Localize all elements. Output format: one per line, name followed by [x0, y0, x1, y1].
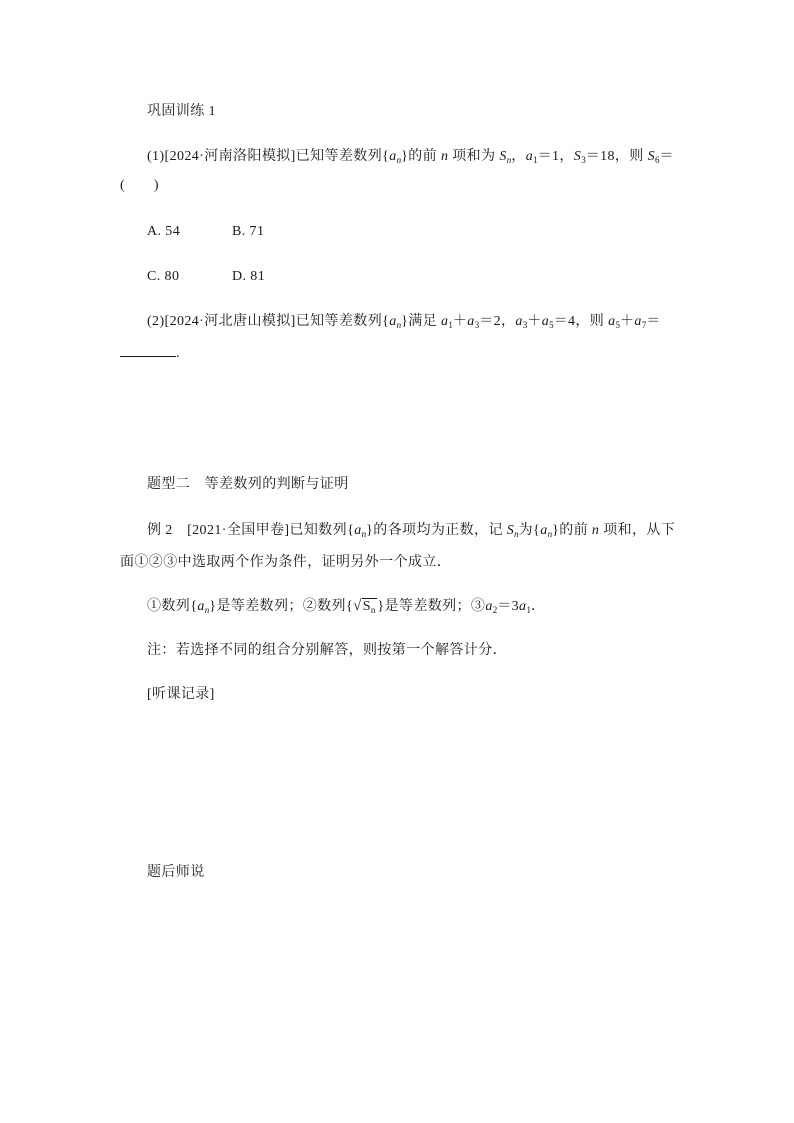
text-run: ＝2，	[479, 314, 516, 329]
math-var: a	[515, 314, 523, 329]
subscript: 5	[615, 320, 621, 330]
text-run: ＝	[646, 314, 661, 329]
subscript: n	[547, 529, 553, 539]
option-c: C. 80	[147, 269, 180, 284]
answer-blank-line	[120, 343, 180, 363]
subscript: n	[506, 155, 512, 165]
subscript: n	[396, 155, 402, 165]
answer-parentheses: ( )	[120, 178, 159, 193]
section-heading-type2: 题型二 等差数列的判断与证明	[147, 477, 349, 492]
text-run: ＝3	[497, 599, 520, 614]
math-var: a	[485, 599, 493, 614]
option-a: A. 54	[147, 224, 181, 239]
radicand	[362, 598, 378, 614]
math-var: S	[647, 149, 656, 164]
option-d: D. 81	[232, 269, 266, 284]
text-run: ＋	[620, 314, 635, 329]
text-run: (1)[2024·河南洛阳模拟]已知等差数列{	[147, 149, 390, 164]
text-run: ＋	[452, 314, 468, 329]
math-var: a	[440, 314, 449, 329]
text-run: ＋	[527, 314, 542, 329]
subscript: n	[370, 605, 376, 615]
options-row-2	[147, 268, 347, 286]
math-var: a	[389, 149, 397, 164]
text-run: 项和为	[448, 149, 500, 164]
example-2-line-2: 面①②③中选取两个作为条件，证明另外一个成立．	[120, 555, 452, 570]
math-var: S	[362, 599, 371, 614]
math-var: a	[540, 523, 548, 538]
blank-period: .	[176, 346, 180, 361]
math-var: a	[197, 599, 205, 614]
text-run: ＝18，则	[585, 149, 648, 164]
text-run: ①数列{	[147, 599, 198, 614]
radical-sign: √	[353, 598, 362, 614]
options-row-1	[147, 223, 347, 241]
subscript: 5	[549, 320, 554, 330]
text-run: 例 2 [2021·全国甲卷]已知数列{	[147, 523, 355, 538]
math-var: a	[608, 314, 616, 329]
subscript: n	[396, 320, 402, 330]
example-2-line-1	[147, 522, 675, 543]
subscript: 3	[474, 320, 480, 330]
text-run: ＝1，	[537, 149, 574, 164]
subscript: 1	[533, 155, 538, 165]
text-run: (2)[2024·河北唐山模拟]已知等差数列{	[147, 314, 390, 329]
subscript: 7	[641, 320, 647, 330]
square-root	[353, 597, 377, 619]
subscript: 2	[492, 605, 498, 615]
text-run: ＝	[659, 149, 674, 164]
text-run: ，	[511, 149, 526, 164]
math-var: a	[541, 314, 550, 329]
practice-heading: 巩固训练 1	[147, 104, 216, 119]
subscript: n	[204, 605, 210, 615]
math-var: a	[467, 314, 475, 329]
math-var: a	[519, 599, 527, 614]
text-run: 项和，从下	[599, 523, 676, 538]
subscript: n	[361, 529, 367, 539]
question-1-stem	[147, 148, 674, 169]
math-var: S	[499, 149, 507, 164]
math-var: S	[506, 523, 515, 538]
text-run: }是等差数列；②数列{	[209, 599, 354, 614]
text-run: ．	[530, 599, 546, 614]
text-run: }的各项均为正数，记	[366, 523, 507, 538]
option-b: B. 71	[232, 224, 265, 239]
subscript: n	[514, 529, 519, 539]
math-var: S	[573, 149, 582, 164]
subscript: 1	[448, 320, 453, 330]
question-2-stem	[147, 313, 661, 334]
subscript: 1	[526, 605, 531, 615]
text-run: 为{	[518, 523, 541, 538]
math-var: n	[591, 523, 600, 538]
example-2-conditions	[147, 597, 545, 619]
lecture-record-label: [听课记录]	[147, 687, 215, 702]
math-var: a	[389, 314, 397, 329]
text-run: }的前	[401, 149, 441, 164]
teacher-notes-label: 题后师说	[147, 865, 205, 880]
text-run: }是等差数列；③	[377, 599, 486, 614]
text-run: }满足	[401, 314, 441, 329]
math-var: a	[525, 149, 534, 164]
subscript: 3	[522, 320, 528, 330]
answer-blank	[120, 343, 176, 357]
subscript: 6	[655, 155, 660, 165]
math-var: n	[440, 149, 449, 164]
subscript: 3	[581, 155, 586, 165]
math-var: a	[634, 314, 642, 329]
example-2-note: 注：若选择不同的组合分别解答，则按第一个解答计分．	[147, 643, 507, 658]
math-var: a	[354, 523, 362, 538]
text-run: }的前	[552, 523, 592, 538]
text-run: ＝4，则	[553, 314, 609, 329]
